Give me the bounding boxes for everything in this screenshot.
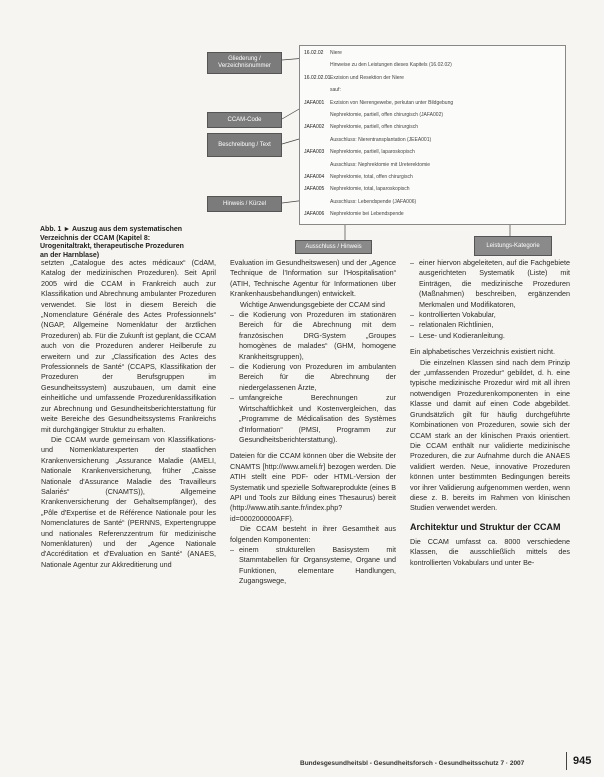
excerpt-code: JAFA003 xyxy=(304,149,325,156)
figure-label-category: Leistungs-Kategorie xyxy=(474,236,552,256)
figure-caption: Abb. 1 ► Auszug aus dem systematischen Verzeichnis der CCAM (Kapitel 8: Urogenitaltrakt, therapeutische Prozeduren an der Harnblase) xyxy=(40,226,184,259)
paragraph: Evaluation im Gesundheitswesen) und der „Agence Technique de l'Information sur l'Hospitalisation“ (ATIH, Technische Agentur für Informationen über Krankenhausbehandlungen) entwickelt. xyxy=(230,258,396,299)
excerpt-text: Nephrektomie bei Lebendspende xyxy=(330,211,404,218)
excerpt-text: Ausschluss: Lebendspende (JAFA006) xyxy=(330,198,417,205)
list-item: – relationalen Richtlinien, xyxy=(410,320,570,330)
list-item: – kontrollierten Vokabular, xyxy=(410,310,570,320)
paragraph: Ein alphabetisches Verzeichnis existiert nicht. xyxy=(410,347,556,357)
excerpt-row xyxy=(304,137,431,143)
paragraph: setzten „Catalogue des actes médicaux“ (CdAM, Katalog der medizinischen Prozeduren). Seit April 2005 wird die CCAM in Frankreich auch zur Klassifikation und Abrechnung ambulanter Prozeduren verwendet. Sie löst in diesem Bereich die „Nomenclature Générale des Actes Professionnels“ (NGAP, Allgemeine Nomenklatur der ärztlichen Prozeduren) ab. Für die Zukunft ist geplant, die CCAM auch von die Prozeduren anderer Heilberufe zu erweitern und zur „Classification des Actes des Professionnels de Santé“ (CCAPS, Klassifikation der Prozeduren der Berufsgruppen im Gesundheitssystem) auszubauen, um damit eine einheitliche und umfassende Prozedurenklassifikation zur Abrechnung und Gesundheitsberichterstattung für weite Bereiche des Gesundheitssystems Frankreichs mit durchgängiger Struktur zu erhalten. xyxy=(41,258,216,434)
text-column-3 xyxy=(410,258,570,568)
list-item: – umfangreiche Berechnungen zur Wirtschaftlichkeit und Kostenvergleichen, das „Programme de Médicalisation des Systèmes d'Information“ (PMSI, Programm zur Gesundheitsberichterstattung). xyxy=(230,393,396,445)
excerpt-row xyxy=(304,124,418,130)
excerpt-code: 16.02.02 xyxy=(304,50,324,56)
list-item: – die Kodierung von Prozeduren im stationären Bereich für die Abrechnung mit dem französischen DRG-System „Groupes homogènes de malades“ (GHM, homogene Krankheitsgruppen), xyxy=(230,310,396,362)
list-item: – einem strukturellen Basisystem mit Stammtabellen für Organsysteme, Organe und Funktionen, elementare Handlungen, Zugangswege, xyxy=(230,545,396,587)
paragraph: Die CCAM wurde gemeinsam von Klassifikations- und Nomenklaturexperten der staatlichen Krankenversicherung „Assurance Maladie (AMELI, Nationale Krankenversicherung, früher „Caisse Nationale d'Assurance Maladie des Travailleurs Salariés“ (CNAMTS)), Allgemeine Krankenversicherung der Gehaltsempfänger), des „Pôle d'Expertise et de Référence Nationale pour les Nomenclatures de Santé“ (PERNNS, Expertengruppe und nationales Referenzzentrum für medizinische Nomenklaturen) und der „Agence Nationale d'Accréditation et d'Evaluation en Santé“ (ANAES, Nationale Agentur zur Akkreditierung und xyxy=(41,434,216,569)
excerpt-row xyxy=(304,162,430,168)
excerpt-text: sauf: xyxy=(330,87,341,94)
text-column-1 xyxy=(41,258,216,570)
figure-label-code: CCAM-Code xyxy=(207,112,282,128)
excerpt-row xyxy=(304,87,341,93)
excerpt-row xyxy=(304,211,404,217)
list-item: – Lese- und Kodieranleitung. xyxy=(410,331,570,341)
excerpt-code: 16.02.02.01 xyxy=(304,74,331,81)
figure-label-description: Beschreibung / Text xyxy=(207,133,282,157)
excerpt-row xyxy=(304,186,410,192)
excerpt-text: Exzision und Resektion der Niere xyxy=(330,74,404,81)
excerpt-row xyxy=(304,149,415,155)
footer-divider xyxy=(566,752,567,770)
excerpt-code: JAFA006 xyxy=(304,211,325,218)
component-list xyxy=(230,545,396,587)
excerpt-text: Nephrektomie, partiell, laparoskopisch xyxy=(330,149,415,156)
paragraph: Die einzelnen Klassen sind nach dem Prinzip der „umfassenden Prozedur“ gebildet, d. h. eine typische medizinische Prozedur wird mit all ihren notwendigen Prozedurenkomponenten in eine Klasse und damit auf einen Code abgebildet. Grundsätzlich gilt für häufig durchgeführte Kombinationen von Prozeduren, sowie sich der CCAM stark an der klinischen Praxis orientiert. Die CCAM enthält nur validierte medizinische Prozeduren, die zur Aufnahme durch die ANAES validiert werden. Neue, innovative Prozeduren können unter bestimmten Bedingungen bereits vor ihrer Validierung aufgenommen werden, wenn diese z. B. bereits im Rahmen von klinischen Studien verwendet werden. xyxy=(410,357,570,513)
list-item: – einer hiervon abgeleiteten, auf die Fachgebiete ausgerichteten Systematik (Liste) mit Einträgen, die medizinische Prozeduren (Maßnahmen) beschreiben, ergänzenden Merkmalen und Modifikatoren, xyxy=(410,258,570,310)
excerpt-row xyxy=(304,112,443,118)
excerpt-text: Nephrektomie, partiell, offen chirurgisch xyxy=(330,124,419,131)
figure-label-note: Hinweis / Kürzel xyxy=(207,196,282,212)
figure-label-structure: Gliederung / Verzeichnisnummer xyxy=(207,52,282,74)
excerpt-row xyxy=(304,100,453,106)
excerpt-text: Ausschluss: Nierentransplantation (JEEA001) xyxy=(330,136,432,143)
paragraph: Dateien für die CCAM können über die Website der CNAMTS [http://www.ameli.fr] bezogen werden. Die ATIH stellt eine PDF- oder HTML-Version der Systematik und spezielle Softwareprodukte (eines B API und Tools zur Bildung eines Thesaurus) bereit (http://www.atih.sante.fr/index.php?id=000200000AFF). xyxy=(230,451,396,523)
excerpt-code: JAFA001 xyxy=(304,99,325,106)
paragraph: Wichtige Anwendungsgebiete der CCAM sind xyxy=(240,299,386,309)
figure xyxy=(0,0,604,259)
excerpt-code: JAFA004 xyxy=(304,174,325,180)
component-list-continued xyxy=(410,258,570,341)
list-item: – die Kodierung von Prozeduren im ambulanten Bereich für die Abrechnung der niedergelassenen Ärzte, xyxy=(230,362,396,393)
excerpt-row xyxy=(304,75,404,81)
excerpt-text: Nephrektomie, partiell, offen chirurgisch (JAFA002) xyxy=(330,112,444,118)
section-heading: Architektur und Struktur der CCAM xyxy=(410,521,561,532)
journal-footer: Bundesgesundheitsbl - Gesundheitsforsch - Gesundheitsschutz 7 · 2007 xyxy=(300,760,525,767)
excerpt-text: Hinweise zu den Leistungen dieses Kapitels (16.02.02) xyxy=(330,62,452,69)
excerpt-row xyxy=(304,199,416,205)
excerpt-text: Niere xyxy=(330,50,342,56)
ccam-excerpt-panel xyxy=(299,45,566,225)
text-column-2 xyxy=(230,258,396,587)
excerpt-row xyxy=(304,50,342,56)
figure-label-exclusion: Ausschluss / Hinweis xyxy=(295,240,372,254)
excerpt-row xyxy=(304,62,452,68)
paragraph: Die CCAM besteht in ihrer Gesamtheit aus folgenden Komponenten: xyxy=(230,524,396,544)
excerpt-code: JAFA002 xyxy=(304,124,325,131)
excerpt-text: Nephrektomie, total, laparoskopisch xyxy=(330,186,410,193)
excerpt-text: Ausschluss: Nephrektomie mit Ureterektomie xyxy=(330,161,431,168)
excerpt-text: Nephrektomie, total, offen chirurgisch xyxy=(330,174,413,180)
excerpt-code: JAFA005 xyxy=(304,186,325,193)
excerpt-row xyxy=(304,174,413,180)
application-list xyxy=(230,310,396,445)
paragraph: Die CCAM umfasst ca. 8000 verschiedene Klassen, die ausschließlich mittels des kontrollierten Vokabulars und unter Be- xyxy=(410,536,570,567)
excerpt-text: Exzision von Nierengewebe, perkutan unter Bildgebung xyxy=(330,99,454,106)
page-number: 945 xyxy=(573,755,592,767)
